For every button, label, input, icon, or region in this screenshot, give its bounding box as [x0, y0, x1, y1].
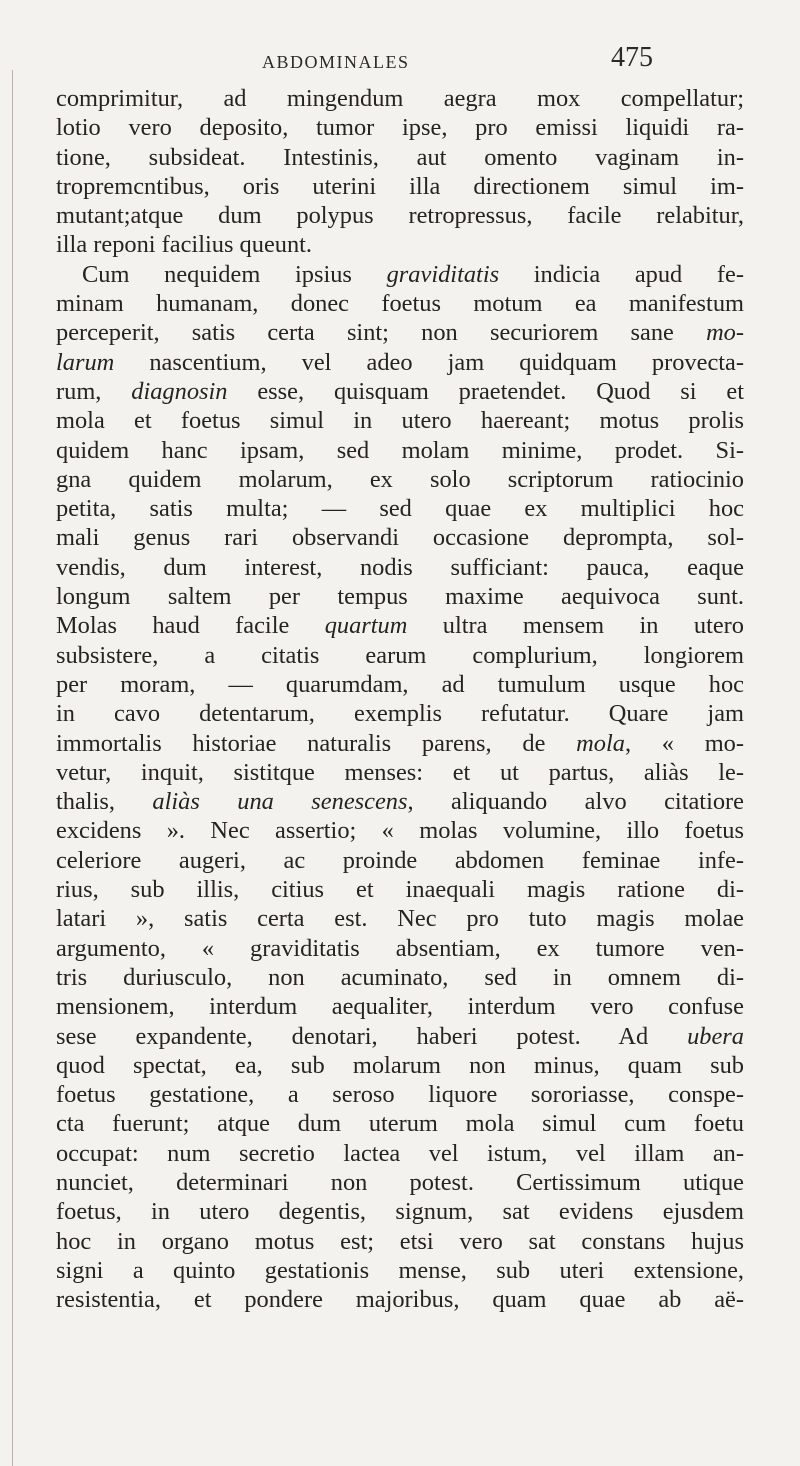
page-header [0, 38, 800, 78]
text-run: mutant;atque dum polypus retropressus, facile relabitur, [56, 202, 744, 230]
italic-term: quartum [324, 612, 408, 640]
italic-term: ubera [687, 1022, 744, 1050]
text-run: argumento, « graviditatis absentiam, ex tumore ven- [56, 934, 744, 962]
page-gutter-edge [12, 70, 13, 1466]
text-line [56, 729, 744, 758]
text-run: longum saltem per tempus maxime aequivoca sunt. [56, 583, 744, 611]
italic-term: aliàs una senescens [152, 788, 408, 816]
text-line [56, 84, 744, 113]
text-run: tris duriusculo, non acuminato, sed in omnem di- [56, 963, 744, 991]
text-run: vendis, dum interest, nodis sufficiant: pauca, eaque [56, 553, 744, 581]
italic-term: graviditatis [386, 260, 500, 288]
text-run: rius, sub illis, citius et inaequali magis ratione di- [56, 876, 744, 904]
text-run: petita, satis multa; — sed quae ex multiplici hoc [56, 495, 744, 523]
body-text [56, 84, 744, 1314]
text-line [56, 992, 744, 1021]
text-run: Cum nequidem ipsius [82, 260, 387, 288]
italic-term: mo- [706, 319, 744, 347]
text-run: excidens ». Nec assertio; « molas volumine, illo foetus [56, 817, 744, 845]
text-run: foetus gestatione, a seroso liquore sororiasse, conspe- [56, 1081, 744, 1109]
text-run: mali genus rari observandi occasione deprompta, sol- [56, 524, 744, 552]
text-line [56, 289, 744, 318]
text-run: comprimitur, ad mingendum aegra mox compellatur; [56, 85, 744, 112]
text-run: celeriore augeri, ac proinde abdomen feminae infe- [56, 846, 744, 874]
text-run: mola et foetus simul in utero haereant; motus prolis [56, 407, 744, 435]
text-line [56, 1051, 744, 1080]
text-line [56, 1139, 744, 1168]
text-run: lotio vero deposito, tumor ipse, pro emissi liquidi ra- [56, 114, 744, 142]
text-line [56, 113, 744, 142]
text-line [56, 641, 744, 670]
text-line [56, 611, 744, 640]
text-line [56, 494, 744, 523]
text-line [56, 1109, 744, 1138]
text-line [56, 934, 744, 963]
text-run: subsistere, a citatis earum complurium, longiorem [56, 641, 744, 669]
text-run: perceperit, satis certa sint; non securiorem sane [56, 319, 707, 347]
text-line [56, 377, 744, 406]
text-line [56, 201, 744, 230]
text-line [56, 904, 744, 933]
text-run: nunciet, determinari non potest. Certissimum utique [56, 1168, 744, 1196]
text-run: tropremcntibus, oris uterini illa directionem simul im- [56, 172, 744, 200]
text-line [56, 1168, 744, 1197]
text-run: sese expandente, denotari, haberi potest. Ad [56, 1022, 688, 1050]
text-run: tione, subsideat. Intestinis, aut omento vaginam in- [56, 143, 744, 171]
text-line [56, 1227, 744, 1256]
italic-term: diagnosin [131, 377, 228, 405]
text-run: in cavo detentarum, exemplis refutatur. Quare jam [56, 700, 744, 728]
text-run: resistentia, et pondere majoribus, quam quae ab aë- [56, 1286, 744, 1314]
text-run: quod spectat, ea, sub molarum non minus, quam sub [56, 1051, 744, 1079]
text-line [56, 699, 744, 728]
text-line [56, 846, 744, 875]
text-line [56, 348, 744, 377]
text-line [56, 230, 744, 259]
text-line [56, 1197, 744, 1226]
text-line [56, 670, 744, 699]
text-line [56, 523, 744, 552]
text-run: per moram, — quarumdam, ad tumulum usque hoc [56, 670, 744, 698]
text-line [56, 875, 744, 904]
text-line [56, 260, 744, 289]
italic-term: mola [576, 729, 625, 757]
text-run: gna quidem molarum, ex solo scriptorum ratiocinio [56, 465, 744, 493]
running-head: ABDOMINALES [262, 52, 410, 72]
text-line [56, 172, 744, 201]
text-run: mensionem, interdum aequaliter, interdum vero confuse [56, 993, 744, 1021]
text-run: nascentium, vel adeo jam quidquam provecta- [114, 348, 744, 376]
text-line [56, 436, 744, 465]
text-line [56, 963, 744, 992]
text-line [56, 816, 744, 845]
italic-term: larum [56, 348, 115, 376]
text-line [56, 143, 744, 172]
text-run: esse, quisquam praetendet. Quod si et [227, 377, 744, 405]
text-line [56, 1285, 744, 1314]
text-run: occupat: num secretio lactea vel istum, vel illam an- [56, 1139, 744, 1167]
page-number: 475 [611, 42, 653, 73]
text-line [56, 465, 744, 494]
text-line [56, 1080, 744, 1109]
text-run: minam humanam, donec foetus motum ea manifestum [56, 290, 744, 318]
text-run: latari », satis certa est. Nec pro tuto magis molae [56, 905, 744, 933]
text-line [56, 318, 744, 347]
text-run: vetur, inquit, sistitque menses: et ut partus, aliàs le- [56, 758, 744, 786]
text-run: signi a quinto gestationis mense, sub uteri extensione, [56, 1256, 744, 1284]
text-line [56, 758, 744, 787]
text-line [56, 553, 744, 582]
text-run: immortalis historiae naturalis parens, de [56, 729, 577, 757]
text-line [56, 1022, 744, 1051]
text-line [56, 406, 744, 435]
text-run: cta fuerunt; atque dum uterum mola simul cum foetu [56, 1110, 744, 1138]
text-line [56, 787, 744, 816]
text-run: indicia apud fe- [499, 260, 744, 288]
text-run: , aliquando alvo citatiore [407, 788, 744, 816]
text-run: thalis, [56, 788, 153, 816]
text-run: , « mo- [624, 729, 745, 757]
text-run: ultra mensem in utero [407, 612, 744, 640]
text-run: foetus, in utero degentis, signum, sat evidens ejusdem [56, 1198, 744, 1226]
text-line [56, 582, 744, 611]
text-run: illa reponi facilius queunt. [56, 231, 313, 259]
text-line [56, 1256, 744, 1285]
text-run: quidem hanc ipsam, sed molam minime, prodet. Si- [56, 436, 744, 464]
text-run: Molas haud facile [56, 612, 325, 640]
text-run: rum, [56, 377, 132, 405]
text-run: hoc in organo motus est; etsi vero sat constans hujus [56, 1227, 744, 1255]
